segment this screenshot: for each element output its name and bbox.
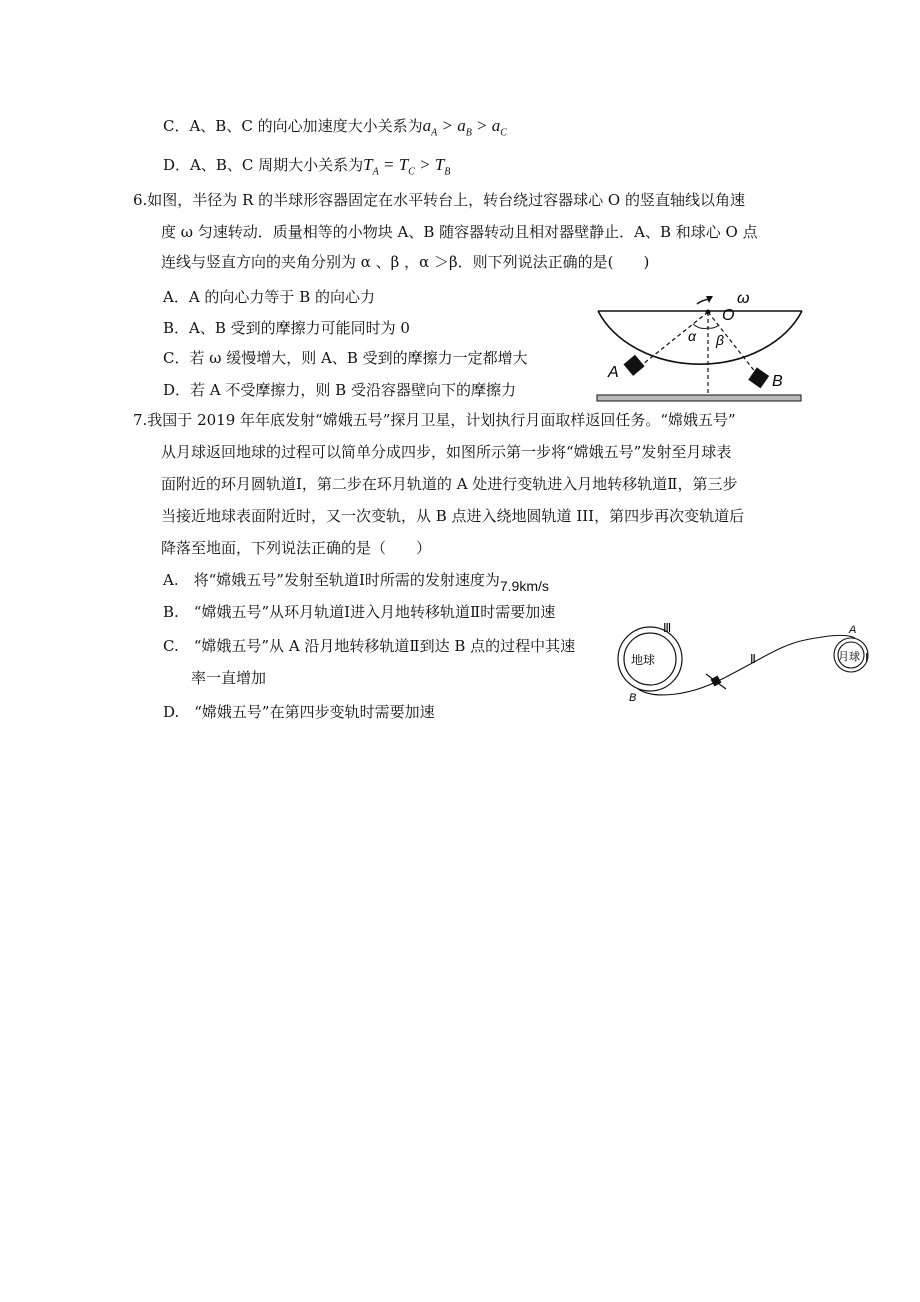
q7-option-c-line-2: 率一直增加 <box>191 669 267 687</box>
q5-option-c-text: C．A、B、C 的向心加速度大小关系为 <box>163 117 423 135</box>
turntable-base <box>597 395 801 401</box>
label-alpha: α <box>688 328 696 344</box>
q6-stem-line-2: 度 ω 匀速转动．质量相等的小物块 A、B 随容器转动且相对器壁静止．A、B 和球心 O 点 <box>161 223 758 241</box>
label-orbit-i: Ⅰ <box>865 651 869 665</box>
q7-option-a-value: 7.9km/s <box>499 578 549 594</box>
label-omega: ω <box>737 290 750 307</box>
label-point-b: B <box>629 692 637 704</box>
q7-stem-line-3: 面附近的环月圆轨道Ⅰ，第二步在环月轨道的 A 处进行变轨进入月地转移轨道Ⅱ，第三步 <box>161 475 738 493</box>
block-b <box>748 367 769 388</box>
q6-option-d: D．若 A 不受摩擦力，则 B 受沿容器壁向下的摩擦力 <box>163 381 516 399</box>
center-o-dot <box>706 310 711 315</box>
q7-option-b: B. “嫦娥五号”从环月轨道Ⅰ进入月地转移轨道Ⅱ时需要加速 <box>163 603 556 621</box>
label-orbit-iii: Ⅲ <box>663 621 672 635</box>
q6-option-c: C．若 ω 缓慢增大，则 A、B 受到的摩擦力一定都增大 <box>163 349 528 367</box>
q6-option-a: A．A 的向心力等于 B 的向心力 <box>163 288 375 306</box>
transfer-orbit-ii <box>638 635 855 695</box>
q5-option-d-text: D．A、B、C 周期大小关系为 <box>163 156 364 174</box>
q7-stem-line-4: 当接近地球表面附近时，又一次变轨，从 B 点进入绕地圆轨道 III，第四步再次变轨道后 <box>161 507 745 525</box>
label-o: O <box>722 307 735 324</box>
q7-option-a <box>163 570 549 594</box>
q5-option-d-formula: $T_A = T_C > T_B$ <box>363 155 451 178</box>
q6-stem-line-1: 6.如图，半径为 R 的半球形容器固定在水平转台上，转台绕过容器球心 O 的竖直轴线以角速 <box>133 191 745 209</box>
q7-option-c-line-1: C. “嫦娥五号”从 A 沿月地转移轨道Ⅱ到达 B 点的过程中其速 <box>163 637 576 655</box>
label-orbit-ii: Ⅱ <box>750 652 756 666</box>
q7-orbit-figure <box>610 615 880 710</box>
q6-option-b: B．A、B 受到的摩擦力可能同时为 0 <box>163 319 410 337</box>
label-beta: β <box>716 332 724 348</box>
q5-option-c-formula: $a_A > a_B > a_C$ <box>422 116 507 139</box>
q6-stem-line-3: 连线与竖直方向的夹角分别为 α 、β ，α ＞β．则下列说法正确的是( ) <box>161 253 650 271</box>
label-earth: 地球 <box>631 653 656 667</box>
label-moon: 月球 <box>838 651 860 663</box>
label-b: B <box>772 373 783 390</box>
line-oa <box>638 312 708 368</box>
label-a: A <box>608 364 619 381</box>
q7-option-a-text: A. 将“嫦娥五号”发射至轨道Ⅰ时所需的发射速度为 <box>163 571 500 589</box>
q7-option-d: D. “嫦娥五号”在第四步变轨时需要加速 <box>163 703 435 721</box>
angle-beta-arc <box>708 325 719 328</box>
q5-option-d <box>163 155 450 182</box>
label-point-a: A <box>849 624 857 636</box>
q7-stem-line-1: 7.我国于 2019 年年底发射“嫦娥五号”探月卫星，计划执行月面取样返回任务。“嫦娥五号” <box>133 411 736 429</box>
q7-stem-line-2: 从月球返回地球的过程可以简单分成四步，如图所示第一步将“嫦娥五号”发射至月球表 <box>161 443 732 461</box>
q6-hemisphere-figure <box>590 290 810 405</box>
block-a <box>623 355 644 376</box>
q5-option-c <box>163 116 507 143</box>
q7-stem-line-5: 降落至地面，下列说法正确的是（ ） <box>161 539 432 557</box>
